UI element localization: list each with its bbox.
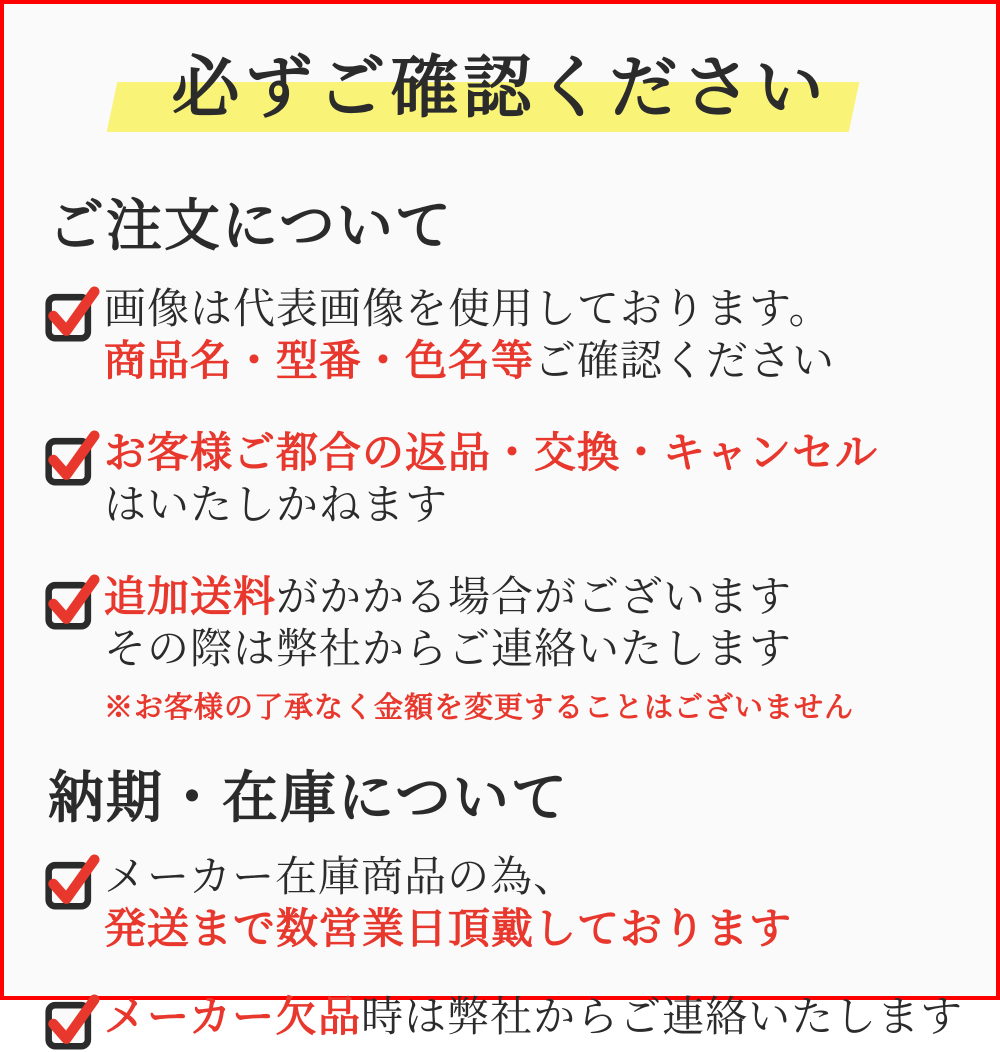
notice-content (4, 182, 996, 1044)
item-text-line: 画像は代表画像を使用しております。 (104, 287, 832, 333)
item-text-red: 商品名・型番・色名等 (104, 339, 535, 385)
checkbox-checked-icon (44, 852, 100, 912)
checkbox-checked-icon (44, 284, 100, 344)
item-text-line (104, 992, 964, 1044)
page-title-block (4, 34, 996, 142)
item-footnote: ※お客様の了承なく金額を変更することはございません (104, 692, 855, 724)
section-heading-order: ご注文について (48, 196, 453, 258)
list-item-extra-shipping (48, 572, 956, 726)
list-item-maker-shortage (48, 992, 964, 1044)
checkbox-checked-icon (44, 572, 100, 632)
item-text-red: お客様ご都合の返品・交換・キャンセル (104, 431, 879, 477)
item-text-line: その際は弊社からご連絡いたします (104, 627, 793, 673)
item-text-line: はいたしかねます (104, 483, 449, 529)
item-text-line (104, 572, 956, 624)
list-item-representative-image (48, 284, 956, 388)
item-text-red: メーカー欠品 (104, 995, 362, 1041)
item-text-red: 発送まで数営業日頂戴しております (104, 907, 793, 953)
checkbox-checked-icon (44, 992, 100, 1052)
item-text-rest: ご確認ください (534, 339, 836, 385)
item-text-rest: 時は弊社からご連絡いたします (361, 995, 964, 1041)
section-heading-delivery-stock: 納期・在庫について (48, 768, 569, 830)
item-text-line: メーカー在庫商品の為、 (104, 855, 577, 901)
checkbox-checked-icon (44, 428, 100, 488)
item-text-rest: がかかる場合がございます (276, 575, 793, 621)
item-text-red: 追加送料 (104, 575, 277, 621)
list-item-returns (48, 428, 956, 532)
item-text-line (104, 336, 956, 388)
page-title: 必ずご確認ください (171, 50, 829, 126)
list-item-maker-stock (48, 852, 956, 956)
